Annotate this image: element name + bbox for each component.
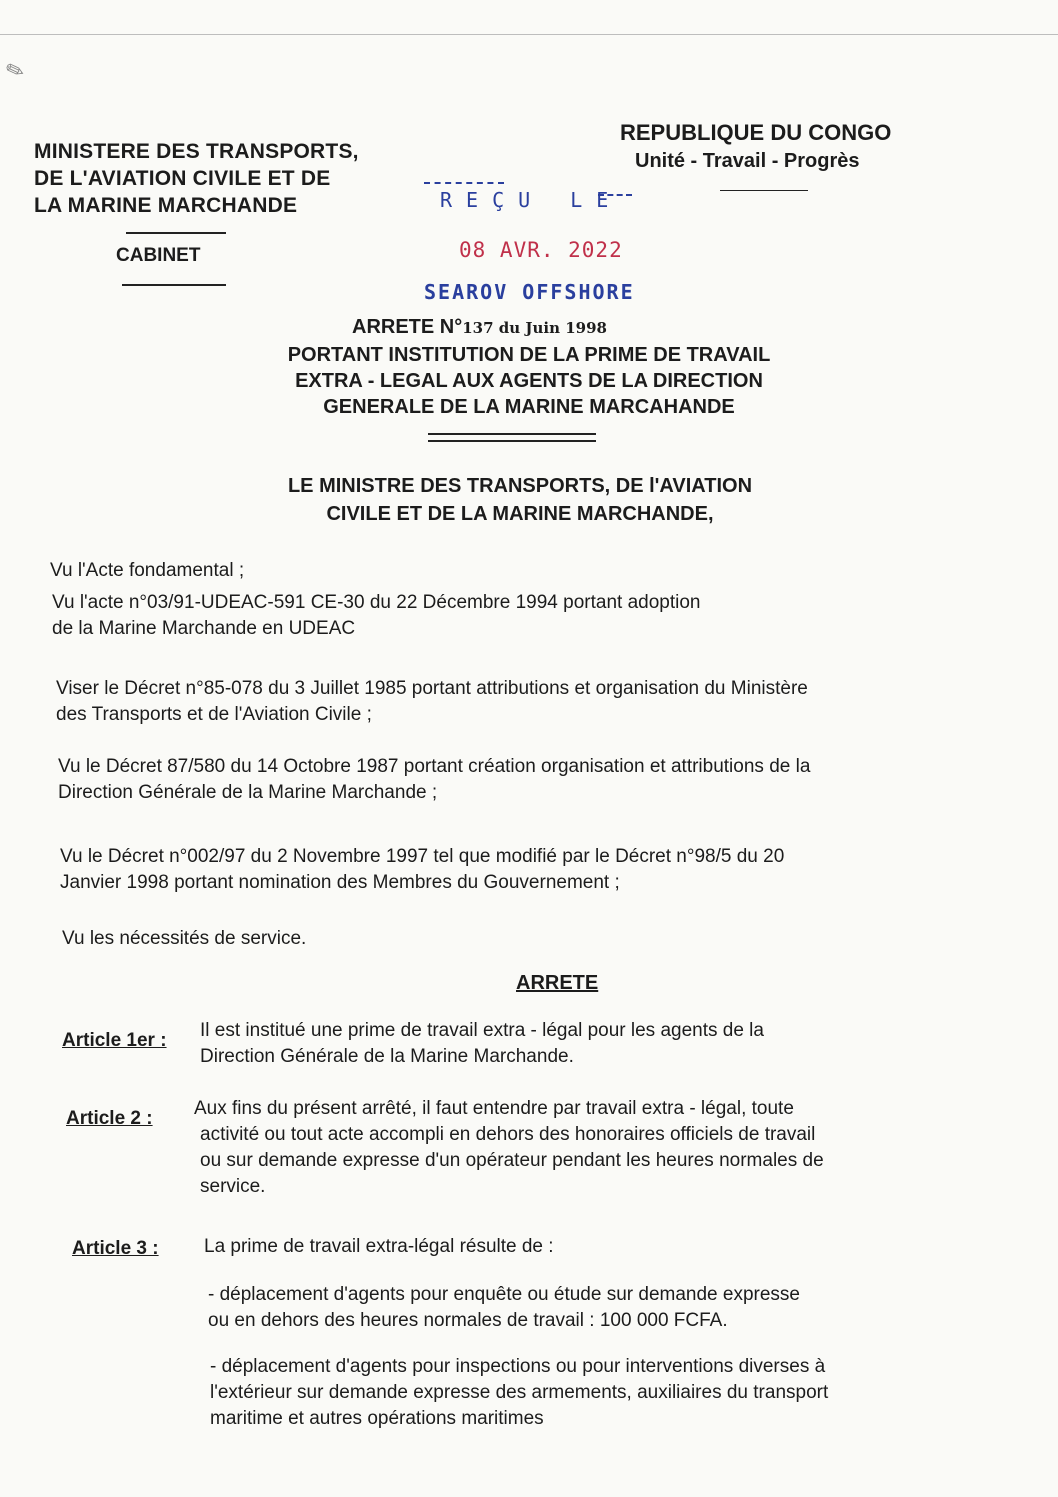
- stamp-received: REÇU LE: [440, 188, 623, 212]
- arrete-title: [352, 316, 607, 339]
- article-3-item: [208, 1282, 800, 1334]
- visa-paragraph: [62, 926, 306, 952]
- cabinet-label: CABINET: [116, 245, 201, 266]
- arrete-number: 137 du Juin 1998: [462, 319, 607, 337]
- visa-paragraph: [50, 558, 244, 584]
- ministry-header: [34, 138, 359, 219]
- stamp-date: 08 AVR. 2022: [459, 238, 623, 262]
- motto-divider: [720, 190, 808, 191]
- portant-line-2: EXTRA - LEGAL AUX AGENTS DE LA DIRECTION: [295, 370, 763, 392]
- republic-motto: Unité - Travail - Progrès: [635, 150, 860, 172]
- visa-line: Vu le Décret 87/580 du 14 Octobre 1987 portant création organisation et attributions de la: [58, 756, 811, 777]
- article-line: - déplacement d'agents pour inspections ou pour interventions diverses à: [210, 1356, 826, 1377]
- stamp-dash-left: [424, 182, 504, 185]
- article-line: Aux fins du présent arrêté, il faut entendre par travail extra - légal, toute: [194, 1098, 794, 1119]
- article-3-item: [210, 1354, 828, 1432]
- ministry-line-3: LA MARINE MARCHANDE: [34, 194, 298, 217]
- visa-line: Vu l'acte n°03/91-UDEAC-591 CE-30 du 22 Décembre 1994 portant adoption: [52, 592, 701, 613]
- top-edge-line: [0, 34, 1058, 35]
- portant-line-1: PORTANT INSTITUTION DE LA PRIME DE TRAVAIL: [287, 344, 771, 366]
- article-line: service.: [200, 1176, 266, 1197]
- visa-line: de la Marine Marchande en UDEAC: [52, 618, 356, 639]
- ministry-line-2: DE L'AVIATION CIVILE ET DE: [34, 167, 331, 190]
- visa-line: Vu le Décret n°002/97 du 2 Novembre 1997 tel que modifié par le Décret n°98/5 du 20: [60, 846, 785, 867]
- ministry-divider: [126, 232, 226, 234]
- article-line: l'extérieur sur demande expresse des armements, auxiliaires du transport: [210, 1382, 829, 1403]
- article-line: maritime et autres opérations maritimes: [210, 1408, 544, 1429]
- article-1-label: Article 1er :: [62, 1030, 167, 1051]
- article-line: ou sur demande expresse d'un opérateur pendant les heures normales de: [200, 1150, 824, 1171]
- article-2-label: Article 2 :: [66, 1108, 153, 1129]
- visa-paragraph: [56, 676, 808, 728]
- article-3-label: Article 3 :: [72, 1238, 159, 1259]
- ministry-line-1: MINISTERE DES TRANSPORTS,: [34, 140, 359, 163]
- visa-line: Direction Générale de la Marine Marchande ;: [58, 782, 438, 803]
- article-line: Direction Générale de la Marine Marchande.: [200, 1046, 574, 1067]
- minister-line-1: LE MINISTRE DES TRANSPORTS, DE l'AVIATION: [287, 475, 753, 497]
- article-line: activité ou tout acte accompli en dehors des honoraires officiels de travail: [200, 1124, 816, 1145]
- ink-scribble-mark: ✎: [2, 55, 28, 86]
- article-3-intro: La prime de travail extra-légal résulte de :: [204, 1236, 554, 1257]
- article-line: - déplacement d'agents pour enquête ou étude sur demande expresse: [208, 1284, 800, 1305]
- visa-line: Janvier 1998 portant nomination des Membres du Gouvernement ;: [60, 872, 620, 893]
- stamp-organization: SEAROV OFFSHORE: [424, 280, 635, 304]
- visa-line: Viser le Décret n°85-078 du 3 Juillet 1985 portant attributions et organisation du Ministère: [56, 678, 808, 699]
- cabinet-divider: [122, 284, 226, 286]
- minister-line-2: CIVILE ET DE LA MARINE MARCHANDE,: [326, 503, 714, 525]
- article-1-text: [200, 1018, 764, 1070]
- minister-heading: [0, 472, 1040, 528]
- visa-paragraph: [60, 844, 784, 896]
- visa-line: des Transports et de l'Aviation Civile ;: [56, 704, 372, 725]
- republic-name: REPUBLIQUE DU CONGO: [620, 120, 892, 145]
- portant-line-3: GENERALE DE LA MARINE MARCAHANDE: [323, 396, 735, 418]
- arrete-label: ARRETE N°: [352, 316, 463, 338]
- article-2-text: [194, 1096, 824, 1200]
- visa-line: Vu les nécessités de service.: [62, 928, 307, 949]
- arrete-heading: ARRETE: [516, 972, 599, 994]
- article-line: ou en dehors des heures normales de travail : 100 000 FCFA.: [208, 1310, 728, 1331]
- visa-line: Vu l'Acte fondamental ;: [50, 560, 245, 581]
- title-double-rule: [428, 433, 596, 442]
- visa-paragraph: [58, 754, 810, 806]
- article-line: Il est institué une prime de travail extra - légal pour les agents de la: [200, 1020, 764, 1041]
- visa-paragraph: [52, 590, 700, 642]
